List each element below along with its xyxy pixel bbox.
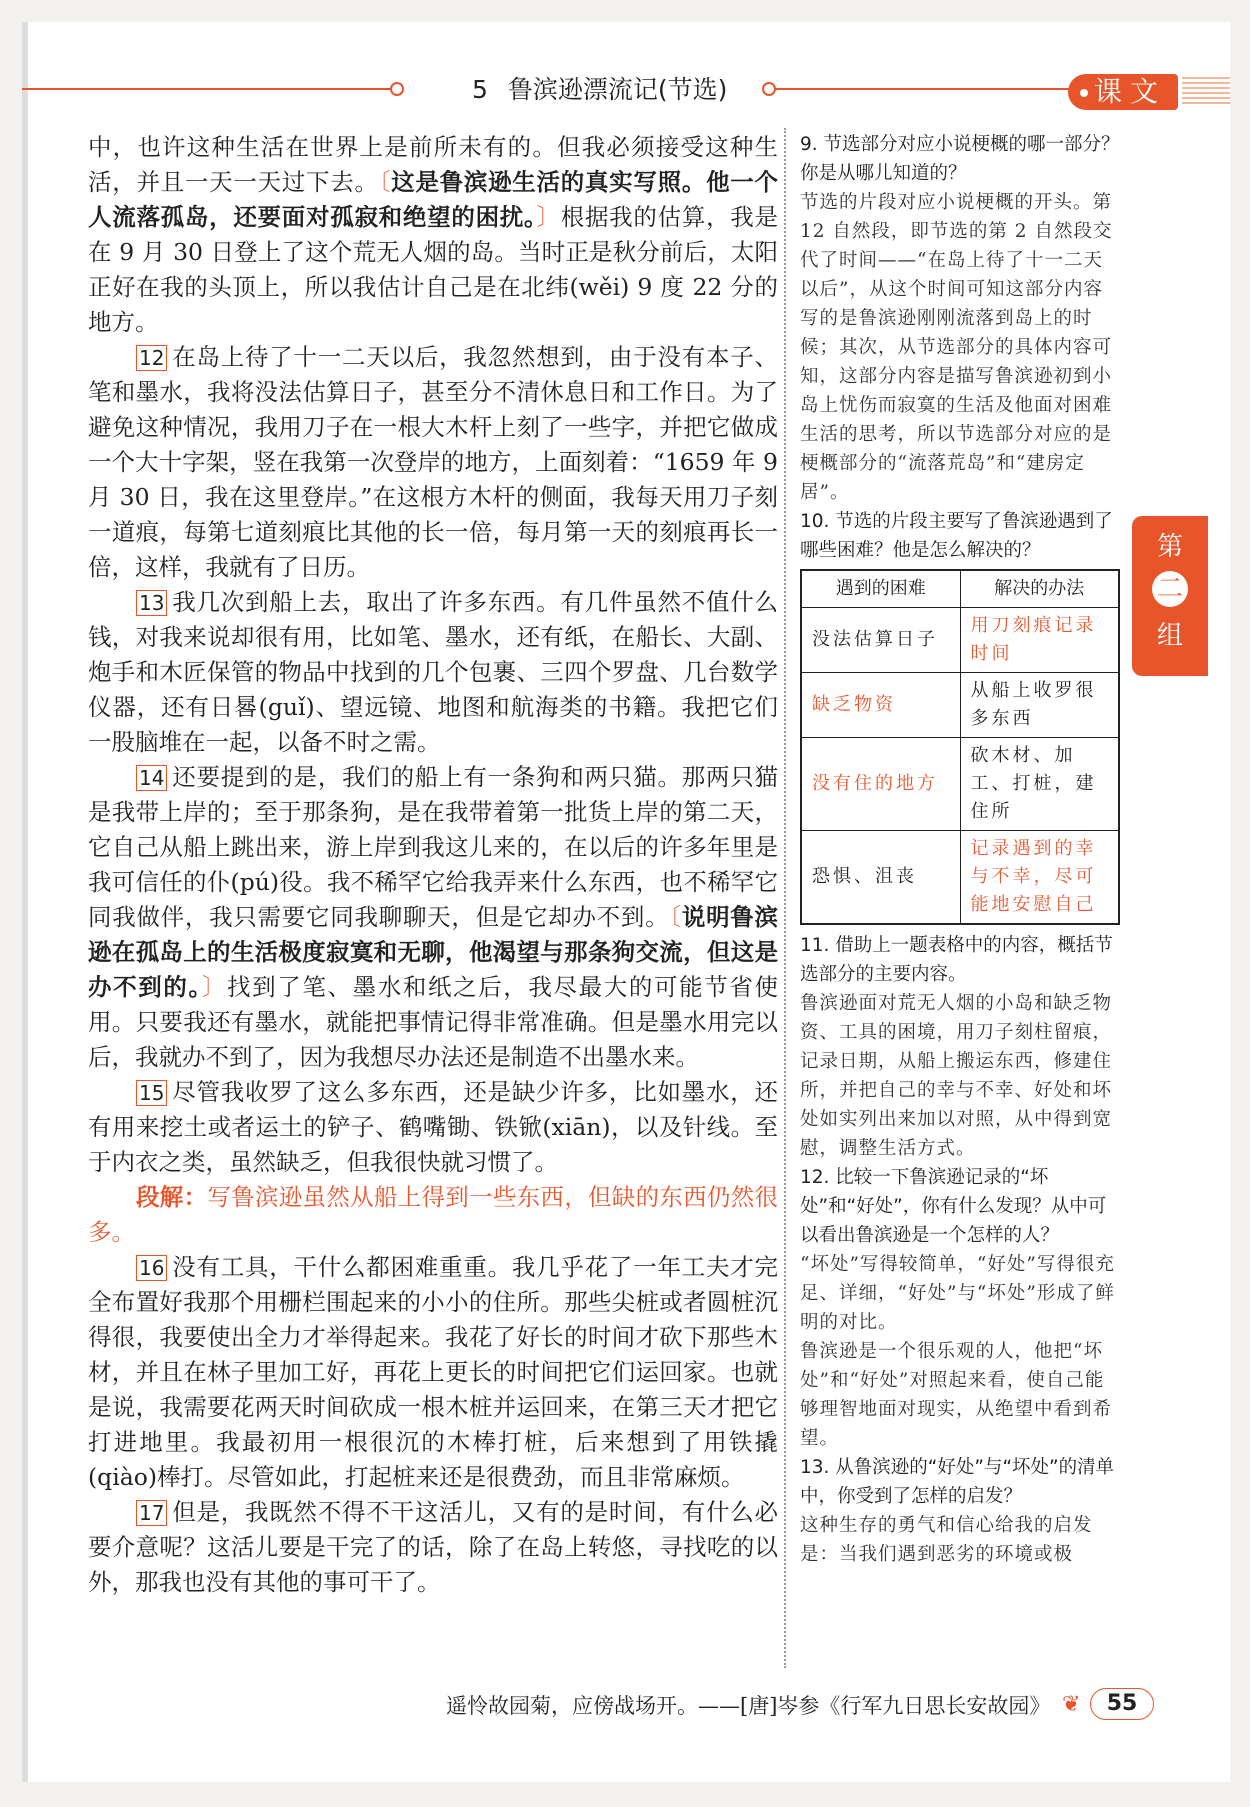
table-header-difficulty: 遇到的困难 <box>801 570 960 608</box>
answer-11: 鲁滨逊面对荒无人烟的小岛和缺乏物资、工具的困境，用刀子刻柱留痕，记录日期，从船上搬运东西，修建住所，并把自己的幸与不幸、好处和坏处如实列出来加以对照，从中得到宽慰，调整生活方式。 <box>800 993 1113 1159</box>
table-cell-solution: 记录遇到的幸与不幸，尽可能地安慰自己 <box>960 831 1119 925</box>
paragraph-text: 还要提到的是，我们的船上有一条狗和两只猫。那两只猫是我带上岸的；至于那条狗，是在我带着第一批货上岸的第二天，它自己从船上跳出来，游上岸到我这儿来的，在以后的许多年里是我可信任的仆(pú)役。我不稀罕它给我弄来什么东西，也不稀罕它同我做伴，我只需要它同我聊聊天，但是它却办不到。 <box>88 763 778 931</box>
unit-tab-zu: 组 <box>1156 621 1183 651</box>
header-dot-left <box>390 82 404 96</box>
table-cell-solution: 从船上收罗很多东西 <box>960 673 1119 738</box>
intro-text-a: 中，也许这种生活在世界上是前所未有的。但我必须接受这种生活，并且一天一天过下去。 <box>88 133 778 196</box>
question-10: 10. 节选的片段主要写了鲁滨逊遇到了哪些困难？他是怎么解决的？ <box>800 511 1113 561</box>
answer-13: 这种生存的勇气和信心给我的启发是：当我们遇到恶劣的环境或极 <box>800 1515 1093 1565</box>
table-header-row <box>801 570 1119 608</box>
paragraph-text: 我几次到船上去，取出了许多东西。有几件虽然不值什么钱，对我来说却很有用，比如笔、墨水，还有纸，在船长、大副、炮手和木匠保管的物品中找到的几个包裹、三四个罗盘、几台数学仪器，还有日晷(guǐ)、望远镜、地图和航海类的书籍。我把它们一股脑堆在一起，以备不时之需。 <box>88 588 778 756</box>
table-cell-solution: 砍木材、加工、打桩，建住所 <box>960 738 1119 831</box>
table-cell-difficulty: 缺乏物资 <box>801 673 960 738</box>
paragraph-analysis <box>88 1180 778 1250</box>
analysis-label: 段解： <box>136 1183 208 1211</box>
paragraph-number: 12 <box>136 345 167 371</box>
question-9: 9. 节选部分对应小说梗概的哪一部分？你是从哪儿知道的？ <box>800 134 1120 184</box>
question-11: 11. 借助上一题表格中的内容，概括节选部分的主要内容。 <box>800 935 1113 985</box>
page-number: 55 <box>1090 1688 1154 1720</box>
lesson-title <box>472 70 727 106</box>
column-separator <box>784 128 786 1668</box>
table-row <box>801 673 1119 738</box>
annotation-14-text: 说明鲁滨逊在孤岛上的生活极度寂寞和无聊，他渴望与那条狗交流，但这是办不到的。 <box>88 903 779 1001</box>
table-row <box>801 831 1119 925</box>
page-spine <box>22 22 28 1782</box>
lesson-title-text: 鲁滨逊漂流记(节选) <box>507 75 728 104</box>
paragraph-number: 16 <box>136 1255 167 1281</box>
question-13: 13. 从鲁滨逊的“好处”与“坏处”的清单中，你受到了怎样的启发？ <box>800 1457 1115 1507</box>
main-text <box>88 130 778 1600</box>
paragraph-15 <box>88 1075 778 1180</box>
header-rule-left <box>22 88 392 90</box>
table-header-solution: 解决的办法 <box>960 570 1119 608</box>
annotation-intro: 〔这是鲁滨逊生活的真实写照。他一个人流落孤岛，还要面对孤寂和绝望的困扰。〕 <box>88 168 779 231</box>
answer-9: 节选的片段对应小说梗概的开头。第 12 自然段，即节选的第 2 自然段交代了时间——“在岛上待了十一二天以后”，从这个时间可知这部分内容写的是鲁滨逊刚刚流落到岛上的时候；其次，从节选部分的具体内容可知，这部分内容是描写鲁滨逊初到小岛上忧伤而寂寞的生活及他面对困难生活的思考，所以节选部分对应的是梗概部分的“流落荒岛”和“建房定居”。 <box>800 192 1113 503</box>
table-cell-solution: 用刀刻痕记录时间 <box>960 608 1119 673</box>
header-stripes <box>1182 77 1230 107</box>
paragraph-intro <box>88 130 778 340</box>
answer-12-part-2: 鲁滨逊是一个很乐观的人，他把“坏处”和“好处”对照起来看，使自己能够理智地面对现实，从绝望中看到希望。 <box>800 1341 1113 1449</box>
section-badge <box>1068 74 1178 110</box>
question-12: 12. 比较一下鲁滨逊记录的“坏处”和“好处”，你有什么发现？从中可以看出鲁滨逊是一个怎样的人？ <box>800 1167 1107 1246</box>
table-row <box>801 608 1119 673</box>
lesson-number: 5 <box>472 75 488 104</box>
table-row <box>801 738 1119 831</box>
paragraph-text: 找到了笔、墨水和纸之后，我尽最大的可能节省使用。只要我还有墨水，就能把事情记得非常准确。但是墨水用完以后，我就办不到了，因为我想尽办法还是制造不出墨水来。 <box>88 973 779 1071</box>
annotation-14: 〔说明鲁滨逊在孤岛上的生活极度寂寞和无聊，他渴望与那条狗交流，但这是办不到的。〕 <box>88 903 779 1001</box>
paragraph-text: 在岛上待了十一二天以后，我忽然想到，由于没有本子、笔和墨水，我将没法估算日子，甚至分不清休息日和工作日。为了避免这种情况，我用刀子在一根大木杆上刻了一些字，并把它做成一个大十字架，竖在我第一次登岸的地方，上面刻着：“1659 年 9 月 30 日，我在这里登岸。”在这根方木杆的侧面，我每天用刀子刻一道痕，每第七道刻痕比其他的长一倍，每月第一天的刻痕再长一倍，这样，我就有了日历。 <box>88 343 778 581</box>
table-cell-difficulty: 没有住的地方 <box>801 738 960 831</box>
paragraph-text: 尽管我收罗了这么多东西，还是缺少许多，比如墨水，还有用来挖土或者运土的铲子、鹤嘴锄、铁锨(xiān)，以及针线。至于内衣之类，虽然缺乏，但我很快就习惯了。 <box>88 1078 778 1176</box>
paragraph-number: 13 <box>136 590 167 616</box>
answer-12-part-1: “坏处”写得较简单，“好处”写得很充足、详细，“好处”与“坏处”形成了鲜明的对比。 <box>800 1254 1115 1333</box>
unit-tab-di: 第 <box>1156 532 1183 562</box>
paragraph-16 <box>88 1250 778 1495</box>
paragraph-17 <box>88 1495 778 1600</box>
header-rule-right <box>774 88 1074 90</box>
table-cell-difficulty: 恐惧、沮丧 <box>801 831 960 925</box>
question-column <box>800 130 1120 1569</box>
annotation-intro-text: 这是鲁滨逊生活的真实写照。他一个人流落孤岛，还要面对孤寂和绝望的困扰。 <box>88 168 779 231</box>
paragraph-number: 15 <box>136 1080 167 1106</box>
paragraph-12 <box>88 340 778 585</box>
intro-text-b: 根据我的估算，我是在 9 月 30 日登上了这个荒无人烟的岛。当时正是秋分前后，太阳正好在我的头顶上，所以我估计自己是在北纬(wěi) 9 度 22 分的地方。 <box>88 203 779 336</box>
table-cell-difficulty: 没法估算日子 <box>801 608 960 673</box>
difficulty-table <box>800 569 1120 925</box>
section-badge-text: 课文 <box>1093 75 1166 108</box>
paragraph-number: 14 <box>136 765 167 791</box>
paragraph-13 <box>88 585 778 760</box>
paragraph-number: 17 <box>136 1500 167 1526</box>
paragraph-text: 没有工具，干什么都困难重重。我几乎花了一年工夫才完全布置好我那个用栅栏围起来的小小的住所。那些尖桩或者圆桩沉得很，我要使出全力才举得起来。我花了好长的时间才砍下那些木材，并且在林子里加工好，再花上更长的时间把它们运回家。也就是说，我需要花两天时间砍成一根木桩并运回来，在第三天才把它打进地里。我最初用一根很沉的木棒打桩，后来想到了用铁撬(qiào)棒打。尽管如此，打起桩来还是很费劲，而且非常麻烦。 <box>88 1253 778 1491</box>
leaf-icon: ❦ <box>1062 1692 1081 1717</box>
paragraph-14 <box>88 760 778 1075</box>
paragraph-text: 但是，我既然不得不干这活儿，又有的是时间，有什么必要介意呢？这活儿要是干完了的话，除了在岛上转悠，寻找吃的以外，那我也没有其他的事可干了。 <box>88 1498 778 1596</box>
footer-quote: 遥怜故园菊，应傍战场开。——[唐]岑参《行军九日思长安故园》 <box>446 1694 1051 1718</box>
analysis-text: 写鲁滨逊虽然从船上得到一些东西，但缺的东西仍然很多。 <box>88 1183 779 1246</box>
unit-tab-number: 二 <box>1152 571 1188 607</box>
unit-tab <box>1132 516 1208 676</box>
badge-dot-icon <box>1080 89 1088 97</box>
